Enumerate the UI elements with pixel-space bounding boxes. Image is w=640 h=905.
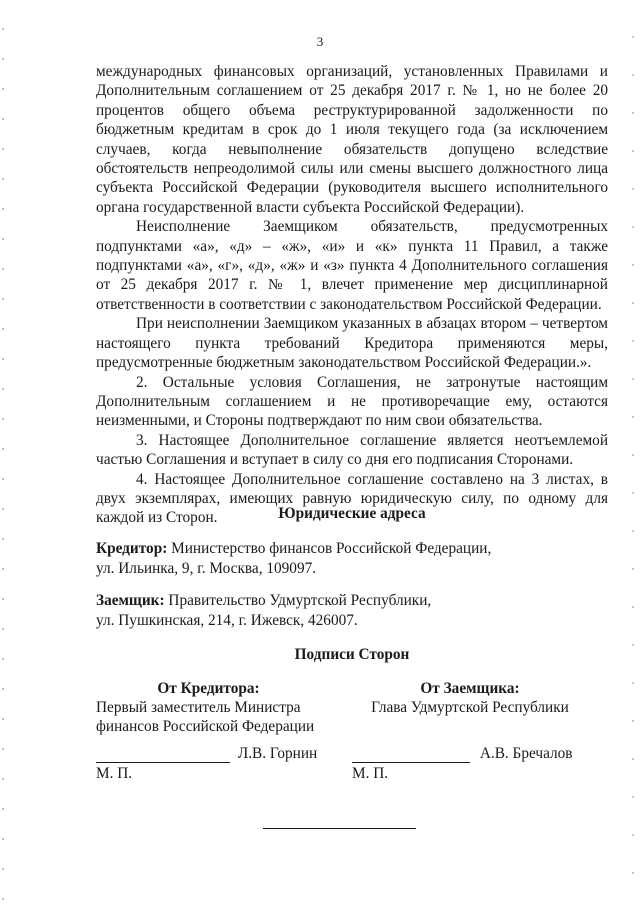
addresses-heading: Юридические адреса <box>278 505 426 522</box>
borrower-signer-position: Глава Удмуртской Республики <box>371 699 569 716</box>
creditor-signer-position: Первый заместитель Министра финансов Российской Федерации <box>96 699 315 735</box>
borrower-seal-mark: М. П. <box>352 765 389 782</box>
page-number: 3 <box>316 34 324 49</box>
signatures-heading: Подписи Сторон <box>294 646 410 663</box>
document-body <box>96 62 608 528</box>
creditor-signer-name: Л.В. Горнин <box>237 745 318 762</box>
signature-blank <box>96 762 230 763</box>
borrower-label: Заемщик: <box>96 592 165 609</box>
scan-edge-right <box>632 0 634 905</box>
creditor-name: Министерство финансов Российской Федерации, <box>167 540 492 557</box>
creditor-address: ул. Ильинка, 9, г. Москва, 109097. <box>96 560 317 577</box>
creditor-label: Кредитор: <box>96 540 168 557</box>
creditor-address-block <box>96 539 608 579</box>
borrower-name: Правительство Удмуртской Республики, <box>164 592 432 609</box>
borrower-address-block <box>96 591 608 631</box>
borrower-side-heading: От Заемщика: <box>420 680 520 697</box>
signature-blank <box>352 762 470 763</box>
clause-4: 4. Настоящее Дополнительное соглашение составлено на 3 листах, в двух экземплярах, имеющих равную юридическую силу, по одному для каждой из Сторон. <box>96 470 608 527</box>
creditor-signature-column <box>96 679 321 736</box>
scan-edge-left <box>2 0 4 905</box>
creditor-signature-line <box>96 745 317 763</box>
borrower-address: ул. Пушкинская, 214, г. Ижевск, 426007. <box>96 612 358 629</box>
borrower-signature-column <box>360 679 580 717</box>
clause-2: 2. Остальные условия Соглашения, не затронутые настоящим Дополнительным соглашением и не противоречащие ему, остаются неизменными, и Стороны подтверждают по ним свои обязательства. <box>96 373 608 430</box>
clause-3: 3. Настоящее Дополнительное соглашение является неотъемлемой частью Соглашения и вступает в силу со дня его подписания Сторонами. <box>96 431 608 469</box>
borrower-signature-line <box>352 745 573 763</box>
paragraph-continuation: международных финансовых организаций, установленных Правилами и Дополнительным соглашением от 25 декабря 2017 г. № 1, но не более 20 процентов общего объема реструктурированной задолженности по бюджетным кредитам в срок до 1 июля текущего года (за исключением случаев, когда невыполнение обязательств допущено вследствие обстоятельств непреодолимой силы или смены высшего должностного лица субъекта Российской Федерации (руководителя высшего исполнительного органа государственной власти субъекта Российской Федерации). <box>96 63 608 216</box>
creditor-seal-mark: М. П. <box>96 765 133 782</box>
creditor-side-heading: От Кредитора: <box>157 680 260 697</box>
paragraph-liability: Неисполнение Заемщиком обязательств, предусмотренных подпунктами «а», «д» – «ж», «и» и «к» пункта 11 Правил, а также подпунктами «а», «г», «д», «ж» и «з» пункта 4 Дополнительного соглашения от 25 декабря 2017 г. № 1, влечет применение мер дисциплинарной ответственности в соответствии с законодательством Российской Федерации. <box>96 218 608 313</box>
closing-rule <box>263 828 416 829</box>
borrower-signer-name: А.В. Бречалов <box>479 745 573 762</box>
paragraph-measures: При неисполнении Заемщиком указанных в абзацах втором – четвертом настоящего пункта требований Кредитора применяются меры, предусмотренные бюджетным законодательством Российской Федерации.». <box>96 315 608 372</box>
